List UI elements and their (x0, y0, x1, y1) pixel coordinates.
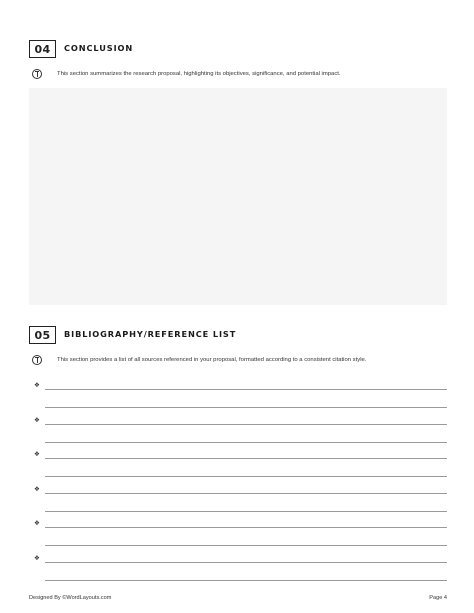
diamond-bullet-icon: ❖ (34, 553, 40, 562)
info-icon (32, 69, 42, 79)
diamond-bullet-icon: ❖ (34, 415, 40, 424)
info-row-conclusion (32, 69, 341, 79)
info-text: This section provides a list of all sources referenced in your proposal, formatted according to a consistent citation style. (57, 357, 367, 363)
reference-continuation-line[interactable] (45, 545, 447, 546)
reference-continuation-line[interactable] (45, 476, 447, 477)
reference-item[interactable] (34, 416, 447, 428)
section-title: CONCLUSION (64, 42, 134, 53)
info-text: This section summarizes the research proposal, highlighting its objectives, significance, and potential impact. (57, 71, 341, 77)
reference-line[interactable] (45, 527, 447, 528)
reference-item[interactable] (34, 519, 447, 531)
reference-item[interactable] (34, 381, 447, 393)
diamond-bullet-icon: ❖ (34, 519, 40, 527)
reference-continuation-line[interactable] (45, 442, 447, 443)
reference-continuation-line[interactable] (45, 580, 447, 581)
section-title: BIBLIOGRAPHY/REFERENCE LIST (64, 328, 237, 339)
reference-line[interactable] (45, 493, 447, 494)
footer-credit: Designed By ©WordLayouts.com (29, 595, 112, 601)
diamond-bullet-icon: ❖ (34, 450, 40, 458)
reference-item[interactable] (34, 554, 447, 566)
reference-line[interactable] (45, 424, 447, 425)
reference-line[interactable] (45, 562, 447, 563)
reference-item[interactable] (34, 485, 447, 497)
footer-page-number: Page 4 (429, 595, 447, 601)
section-number-box: 05 (29, 326, 56, 344)
reference-line[interactable] (45, 389, 447, 390)
section-header-conclusion (29, 40, 133, 58)
info-row-bibliography (32, 355, 366, 365)
section-header-bibliography (29, 326, 236, 344)
diamond-bullet-icon: ❖ (34, 484, 40, 493)
reference-continuation-line[interactable] (45, 511, 447, 512)
conclusion-text-area[interactable] (29, 88, 447, 305)
info-icon (32, 355, 42, 365)
diamond-bullet-icon: ❖ (34, 381, 40, 389)
reference-item[interactable] (34, 450, 447, 462)
reference-line[interactable] (45, 458, 447, 459)
section-number-box: 04 (29, 40, 56, 58)
reference-continuation-line[interactable] (45, 407, 447, 408)
